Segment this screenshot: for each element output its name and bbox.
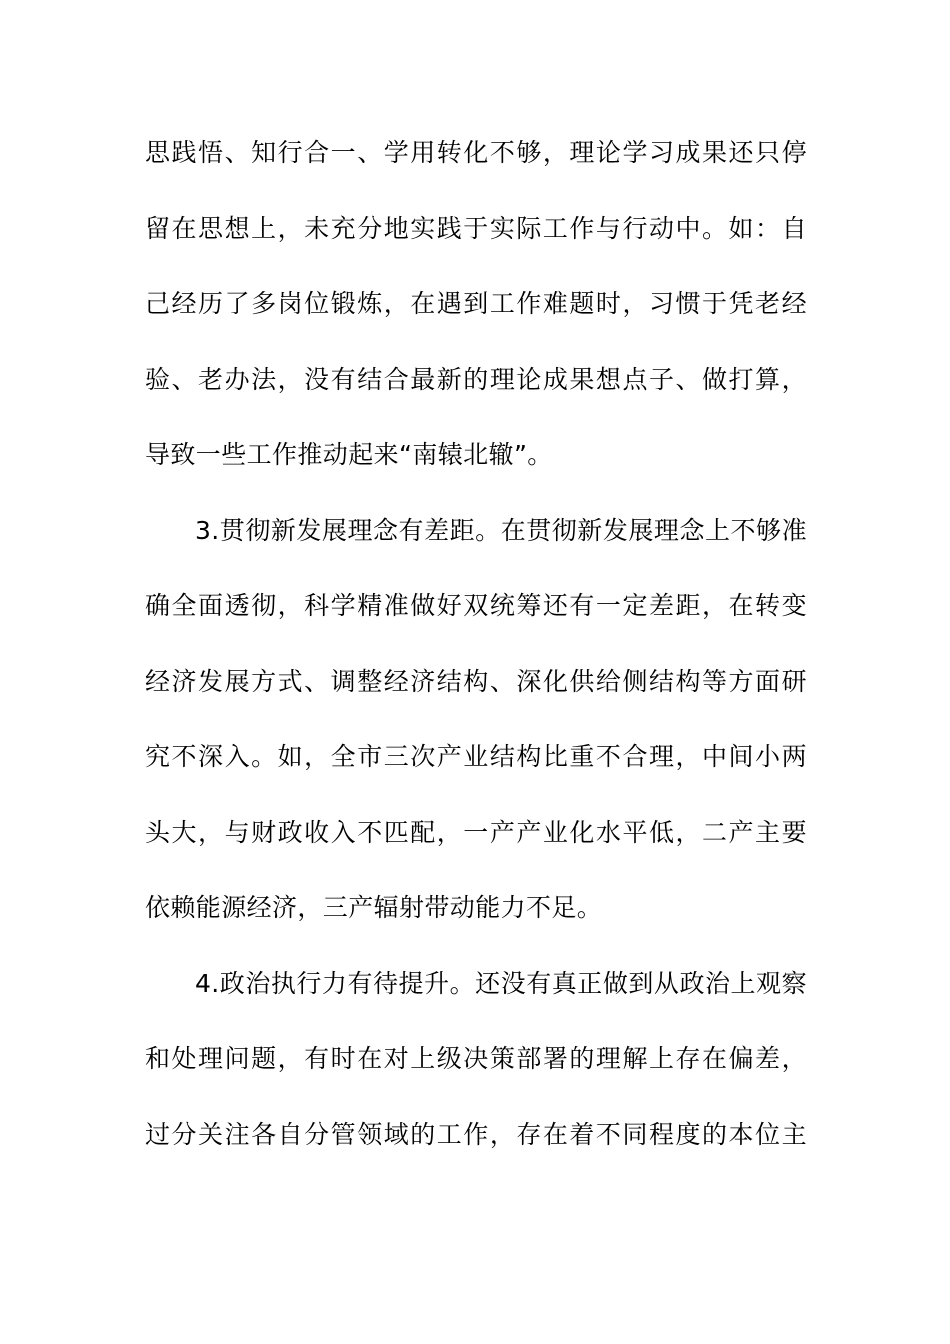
paragraph-heading-3: 3.贯彻新发展理念有差距。在贯彻新发展理念上不够准 bbox=[195, 515, 807, 545]
text-line: 思践悟、知行合一、学用转化不够，理论学习成果还只停 bbox=[145, 138, 807, 167]
text-line: 己经历了多岗位锻炼，在遇到工作难题时，习惯于凭老经 bbox=[145, 289, 807, 318]
text-line: 过分关注各自分管领域的工作，存在着不同程度的本位主 bbox=[145, 1119, 807, 1149]
text-line: 留在思想上，未充分地实践于实际工作与行动中。如：自 bbox=[145, 213, 807, 243]
text-line: 依赖能源经济，三产辐射带动能力不足。 bbox=[145, 893, 603, 922]
text-line: 验、老办法，没有结合最新的理论成果想点子、做打算， bbox=[145, 364, 807, 394]
paragraph-heading-4: 4.政治执行力有待提升。还没有真正做到从政治上观察 bbox=[195, 968, 807, 998]
text-line: 究不深入。如，全市三次产业结构比重不合理，中间小两 bbox=[145, 742, 807, 771]
text-line: 头大，与财政收入不匹配，一产产业化水平低，二产主要 bbox=[145, 817, 807, 847]
text-line: 经济发展方式、调整经济结构、深化供给侧结构等方面研 bbox=[145, 666, 807, 696]
body-text bbox=[145, 115, 807, 1172]
text-line: 导致一些工作推动起来“南辕北辙”。 bbox=[145, 440, 553, 469]
text-line: 确全面透彻，科学精准做好双统筹还有一定差距，在转变 bbox=[145, 591, 807, 620]
text-line: 和处理问题，有时在对上级决策部署的理解上存在偏差， bbox=[145, 1044, 807, 1073]
